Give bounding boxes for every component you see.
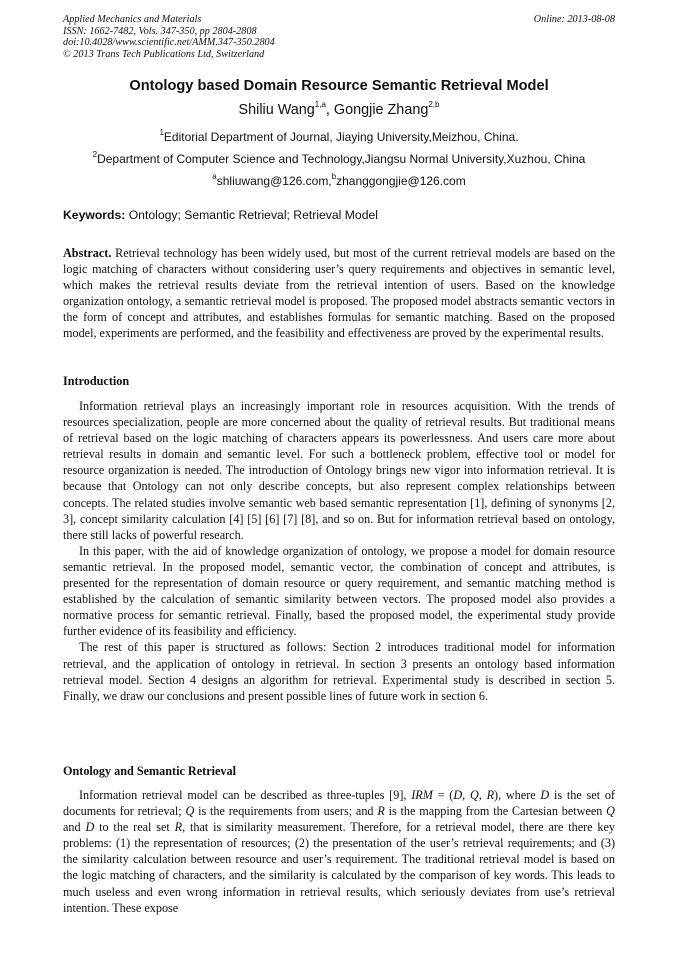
affiliation-text: Department of Computer Science and Technology,Jiangsu Normal University,Xuzhou, China	[97, 152, 586, 166]
paragraph: The rest of this paper is structured as follows: Section 2 introduces traditional model for information retrieval, and the application of ontology in retrieval. In section 3 presents an ontology based information retrieval model. Section 4 designs an algorithm for retrieval. Experimental study is described in section 5. Finally, we draw our conclusions and present possible lines of future work in section 6.	[63, 640, 615, 703]
keywords	[63, 208, 378, 222]
text-run: ,	[462, 788, 470, 802]
affiliation-sup: 2	[92, 150, 98, 159]
author-name: Gongjie Zhang	[333, 102, 429, 118]
text-run: is the set of documents for retrieval;	[63, 788, 615, 819]
email-text: zhanggongjie@126.com	[336, 174, 466, 188]
journal-name: Applied Mechanics and Materials	[63, 14, 202, 25]
text-run: , that is similarity measurement. Therefore, for a retrieval model, there are there key problems: (1) the representation of resources; (2) the presentation of the user’s retrieval requirements; and (3) the similarity calculation between resource and user’s requirement. The traditional retrieval model is based on the logic matching of characters, and the similarity is calculated by the comparison of key words. This leads to much useless and even wrong information in retrieval results, which seriously deviates from use’s retrieval intention. These expose	[63, 820, 616, 915]
paragraph: Information retrieval plays an increasingly important role in resources acquisition. With the trends of resources specialization, people are more concerned about the quality of retrieval results. But traditional means of retrieval based on the logic matching of characters appears its powerlessness. And users care more about retrieval results in domain and semantic level. For such a bottleneck problem, effective tool or model for resource organization is needed. The introduction of Ontology brings new vigor into information retrieval. It is because that Ontology can not only describe concepts, but also represent complex relationships between concepts. The related studies involve semantic web based semantic representation [1], defining of synonyms [2, 3], concept similarity calculation [4] [5] [6] [7] [8], and so on. But for information retrieval based on ontology, there still lacks of powerful research.	[63, 399, 615, 542]
affiliation-sup: 1	[159, 128, 164, 137]
math-symbol: Q	[185, 804, 195, 819]
math-symbol: R	[174, 820, 183, 835]
paragraph: In this paper, with the aid of knowledge organization of ontology, we propose a model for domain resource semantic retrieval. In the proposed model, semantic vector, the combination of concept and attributes, is presented for the representation of domain resource or query requirement, and semantic matching method is established by the calculation of semantic similarity between vectors. The proposed model also provides a normative process for semantic retrieval. Finally, based the proposed model, the experimental study provide further evidence of its feasibility and efficiency.	[63, 543, 615, 639]
author-list: Shiliu Wang$^{1,a}$, Gongjie Zhang$^{2,b}$	[238, 100, 440, 118]
math-symbol: D	[85, 820, 95, 835]
author-emails	[0, 174, 678, 188]
abstract-label: Abstract.	[63, 246, 112, 260]
email-text: shliuwang@126.com,	[216, 174, 332, 188]
author-sup: 1,a	[314, 100, 326, 109]
author-name: Shiliu Wang	[238, 102, 315, 118]
email-sup: a	[212, 172, 217, 181]
text-run: ), where	[494, 788, 541, 802]
text-run: is the requirements from users; and	[194, 804, 378, 819]
abstract-text: Retrieval technology has been widely used, but most of the current retrieval models are based on the logic matching of characters without considering user’s query requirements and objectives in semantic level, which makes the retrieval results deviate from the retrieval intention of users. Based on the knowledge organization ontology, a semantic retrieval model is proposed. The proposed model abstracts semantic vectors in the form of concept and attributes, and establishes formulas for semantic matching. Based on the proposed model, experiments are performed, and the feasibility and effectiveness are proved by the experimental results.	[63, 246, 615, 341]
running-header	[63, 14, 615, 60]
paragraph	[63, 787, 615, 916]
math-symbol: R	[486, 788, 495, 802]
introduction-body	[63, 398, 615, 704]
math-symbol: Q	[469, 788, 479, 802]
email-sup: b	[331, 172, 337, 181]
author-sup: 2,b	[428, 100, 440, 109]
text-run: ,	[478, 788, 487, 802]
ontology-section-body	[63, 787, 615, 916]
text-run: and	[63, 820, 86, 835]
text-run: is the mapping from the Cartesian between	[384, 804, 607, 819]
issn-line: ISSN: 1662-7482, Vols. 347-350, pp 2804-2808	[63, 25, 257, 37]
keywords-label: Keywords:	[63, 208, 126, 222]
math-symbol: D	[540, 788, 550, 802]
math-symbol: IRM	[411, 788, 433, 802]
text-run: Information retrieval model can be described as three-tuples [9],	[79, 788, 412, 802]
affiliation-1	[0, 130, 678, 144]
affiliation-text: Editorial Department of Journal, Jiaying University,Meizhou, China.	[163, 130, 519, 144]
math-symbol: D	[453, 788, 463, 802]
math-symbol: Q	[606, 804, 615, 819]
section-heading-ontology: Ontology and Semantic Retrieval	[63, 764, 236, 778]
text-run: to the real set	[94, 820, 175, 835]
online-date: Online: 2013-08-08	[533, 14, 615, 25]
text-run: = (	[432, 788, 454, 802]
copyright-line: © 2013 Trans Tech Publications Ltd, Switzerland	[63, 48, 265, 60]
keywords-text: Ontology; Semantic Retrieval; Retrieval Model	[125, 208, 378, 222]
section-heading-introduction: Introduction	[63, 374, 130, 388]
abstract	[63, 245, 615, 342]
math-symbol: R	[377, 804, 385, 819]
doi-line: doi:10.4028/www.scientific.net/AMM.347-350.2804	[63, 37, 275, 48]
paper-title: Ontology based Domain Resource Semantic Retrieval Model	[129, 78, 549, 94]
affiliation-2	[0, 152, 678, 166]
